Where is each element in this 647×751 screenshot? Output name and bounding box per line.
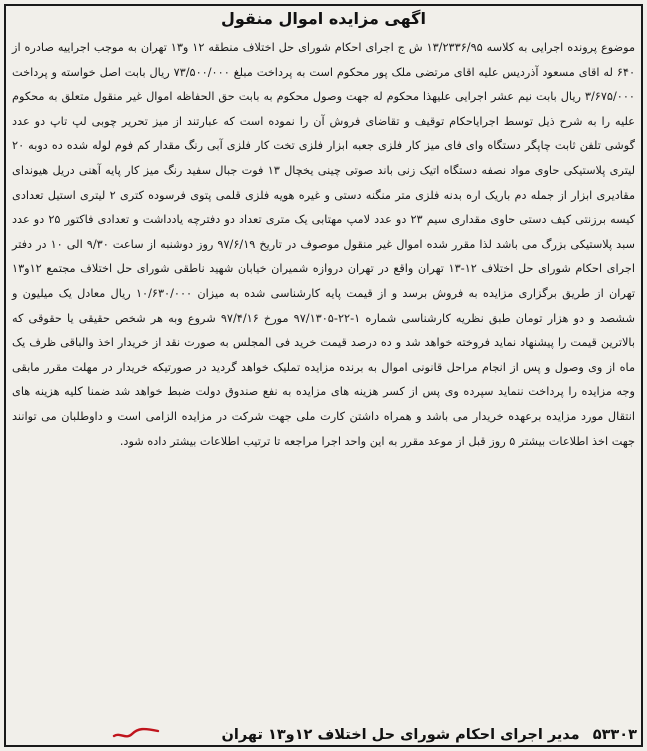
notice-body bbox=[12, 36, 635, 454]
notice-code: ۵۳۳۰۳ bbox=[592, 727, 637, 743]
notice-body-paragraph: موضوع پرونده اجرایی به کلاسه ۱۳/۲۳۳۶/۹۵ ش ج اجرای احکام شورای حل اختلاف منطقه ۱۲ و۱۳ تهران به موجب اجراییه صادره از ۶۴۰ له اقای مسعود آذردیس علیه اقای مرتضی ملک پور محکوم است به پرداخت مبلغ ۷۳/۵۰۰/۰۰۰ ریال بابت اصل خواسته و پرداخت ۳/۶۷۵/۰۰۰ ریال بابت نیم عشر اجرایی علیهذا محکوم له جهت وصول محکوم به بابت حق الحفاظه اموال غیر منقول متعلق به محکوم علیه را به شرح ذیل توسط اجرایاحکام توقیف و تقاضای فروش آن را نموده است که عبارتند از میز تحریر چوبی لپ تاپ دو عدد گوشی تلفن ثابت چاپگر دستگاه وای فای میز کار فلزی جعبه ابزار فلزی تخت کار فلزی آبی رنگ مقدار کم فوم لوله شده ده دوبه ۲۰ لیتری پلاستیکی حاوی مواد نصفه دستگاه اتیک زنی باند صوتی چینی یخچال ۱۳ فوت جبال سفید رنگ میز کار پایه آهنی دریل هیوندای مقادیری ابزار از جمله دم باریک اره بدنه فلزی متر منگنه دستی و غیره هویه فلزی قلمی پتوی فرسوده کتری ۲ لیتری استیل تعدادی کیسه برزنتی کیف دستی حاوی مقداری سیم ۲۳ دو عدد لامپ مهتابی یک متری تعداد دو دفترچه یادداشت و تعدادی فاکتور ۲۵ دو عدد سبد پلاستیکی بزرگ می باشد لذا مقرر شده اموال غیر منقول موصوف در تاریخ ۹۷/۶/۱۹ روز دوشنبه از ساعت ۹/۳۰ الی ۱۰ در دفتر اجرای احکام شورای حل اختلاف ۱۲-۱۳ تهران واقع در تهران دروازه شمیران خیابان شهید ناطقی شورای حل اختلاف مجتمع ۱۲و۱۳ تهران از طریق برگزاری مزایده به فروش برسد و از قیمت پایه کارشناسی شده به میزان ۱۰/۶۳۰/۰۰۰ ریال معادل یک میلیون و ششصد و دو هزار تومان طبق نظریه کارشناسی شماره ۱-۲۲-۹۷/۱۳۰۵ مورخ ۹۷/۴/۱۶ شروع وبه هر شخص حقیقی یا حقوقی که بالاترین قیمت را پیشنهاد نماید فروخته خواهد شد و ده درصد قیمت خرید فی المجلس به صورت نقد از خریدار اخذ والباقی ظرف یک ماه از وی وصول و پس از انجام مراحل قانونی اموال به برنده مزایده تملیک خواهد گردید در صورتیکه خریدار در مهلت مقرر مابقی وجه مزایده را پرداخت ننماید سپرده وی پس از کسر هزینه های مزایده به نفع صندوق دولت ضبط خواهد شد ضمنا کلیه هزینه های انتقال مورد مزایده برعهده خریدار می باشد و همراه داشتن کارت ملی جهت شرکت در مزایده الزامی است و داوطلبان می توانند جهت اخذ اطلاعات بیشتر ۵ روز قبل از موعد مقرر به این واحد اجرا مراجعه تا ترتیب اطلاعات بیشتر داده شود. bbox=[12, 41, 636, 448]
notice-footer bbox=[10, 727, 637, 743]
notice-signature: مدیر اجرای احکام شورای حل اختلاف ۱۲و۱۳ تهران bbox=[221, 727, 580, 743]
notice-title: اگهی مزایده اموال منقول bbox=[221, 9, 426, 28]
